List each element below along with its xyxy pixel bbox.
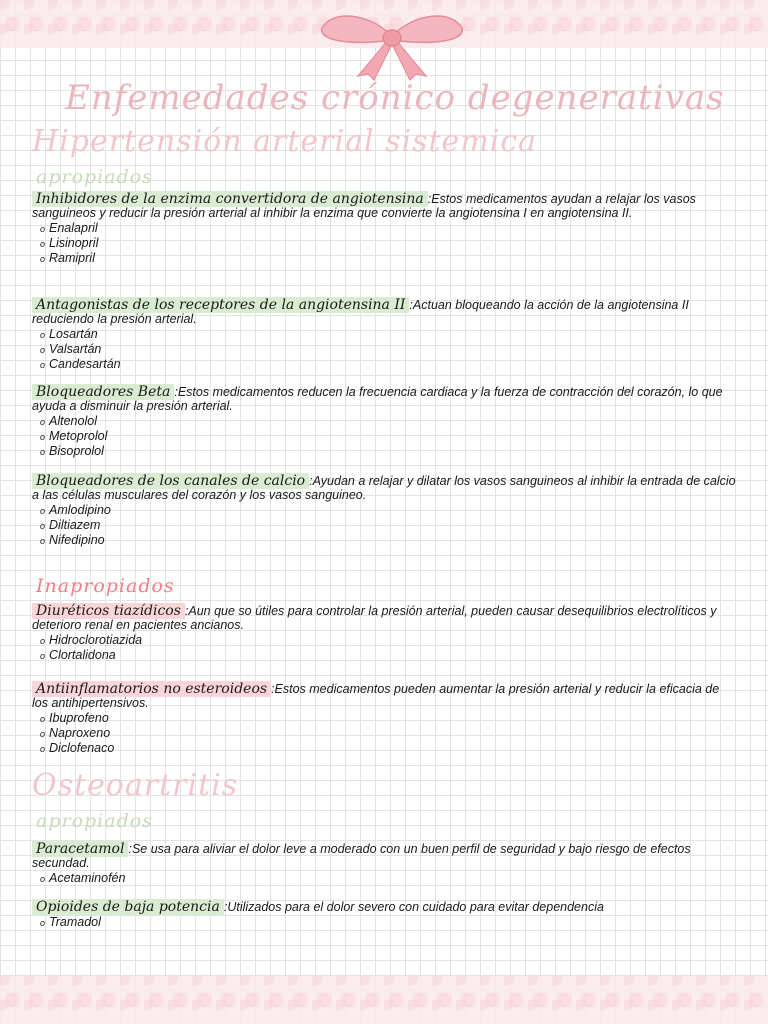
list-item: o Diclofenaco — [40, 741, 115, 755]
entry-paracetamol — [32, 842, 737, 886]
entry-description: :Aun que so útiles para controlar la presión arterial, pueden causar desequilibrios electrolíticos y deterioro renal en pacientes ancianos. — [32, 604, 717, 632]
entry-name: Antiinflamatorios no esteroideos — [32, 681, 271, 697]
entry-name: Bloqueadores Beta — [32, 384, 174, 400]
entry-ieca — [32, 192, 737, 266]
list-item: o Nifedipino — [40, 533, 105, 547]
list-item: o Lisinopril — [40, 236, 99, 250]
list-item: o Losartán — [40, 327, 98, 341]
entry-calcium-channel-blockers — [32, 474, 737, 548]
entry-name: Antagonistas de los receptores de la angiotensina II — [32, 297, 409, 313]
drug-list — [40, 871, 737, 886]
drug-list — [40, 915, 737, 930]
drug-list — [40, 503, 737, 548]
list-item: o Clortalidona — [40, 648, 116, 662]
list-item: o Metoprolol — [40, 429, 108, 443]
list-item: o Ramipril — [40, 251, 95, 265]
entry-name: Inhibidores de la enzima convertidora de angiotensina — [32, 191, 428, 207]
entry-description: :Ayudan a relajar y dilatar los vasos sanguineos al inhibir la entrada de calcio a las células musculares del corazón y los vasos sanguineo. — [32, 474, 736, 502]
section-title-hipertension: Hipertensión arterial sistemica — [32, 124, 538, 159]
drug-list — [40, 221, 737, 266]
entry-description: :Actuan bloqueando la acción de la angiotensina II reduciendo la presión arterial. — [32, 298, 689, 326]
list-item: o Diltiazem — [40, 518, 101, 532]
entry-name: Paracetamol — [32, 841, 128, 857]
page-title: Enfemedades crónico degenerativas — [65, 78, 725, 118]
list-item: o Enalapril — [40, 221, 98, 235]
entry-name: Bloqueadores de los canales de calcio — [32, 473, 309, 489]
entry-description: :Estos medicamentos ayudan a relajar los vasos sanguineos y reducir la presión arterial al inhibir la enzima que convierte la angiotensina I en angiotensina II. — [32, 192, 696, 220]
drug-list — [40, 711, 737, 756]
drug-list — [40, 327, 737, 372]
list-item: o Acetaminofén — [40, 871, 126, 885]
drug-list — [40, 414, 737, 459]
list-item: o Naproxeno — [40, 726, 111, 740]
group-label-apropiados-osteo: apropiados — [36, 810, 153, 832]
entry-nsaids — [32, 682, 737, 756]
entry-opioids — [32, 900, 737, 930]
list-item: o Bisoprolol — [40, 444, 104, 458]
entry-beta-blockers — [32, 385, 737, 459]
group-label-inapropiados: Inapropiados — [36, 575, 175, 597]
list-item: o Amlodipino — [40, 503, 111, 517]
list-item: o Tramadol — [40, 915, 101, 929]
list-item: o Ibuprofeno — [40, 711, 109, 725]
entry-description: :Utilizados para el dolor severo con cuidado para evitar dependencia — [223, 900, 604, 914]
entry-thiazide-diuretics — [32, 604, 737, 663]
list-item: o Hidroclorotiazida — [40, 633, 143, 647]
list-item: o Candesartán — [40, 357, 121, 371]
entry-description: :Estos medicamentos reducen la frecuencia cardiaca y la fuerza de contracción del corazón, lo que ayuda a disminuir la presión arterial. — [32, 385, 723, 413]
group-label-apropiados: apropiados — [36, 166, 153, 188]
list-item: o Altenolol — [40, 414, 97, 428]
entry-name: Opioides de baja potencia — [32, 899, 224, 915]
entry-description: :Estos medicamentos pueden aumentar la presión arterial y reducir la eficacia de los antihipertensivos. — [32, 682, 720, 710]
drug-list — [40, 633, 737, 663]
lace-border-bottom — [0, 976, 768, 1024]
list-item: o Valsartán — [40, 342, 102, 356]
entry-ara-ii — [32, 298, 737, 372]
entry-name: Diuréticos tiazídicos — [32, 603, 185, 619]
ribbon-bow-icon — [318, 6, 466, 82]
section-title-osteoartritis: Osteoartritis — [32, 768, 239, 803]
entry-description: :Se usa para aliviar el dolor leve a moderado con un buen perfil de seguridad y bajo riesgo de efectos secundad. — [32, 842, 691, 870]
